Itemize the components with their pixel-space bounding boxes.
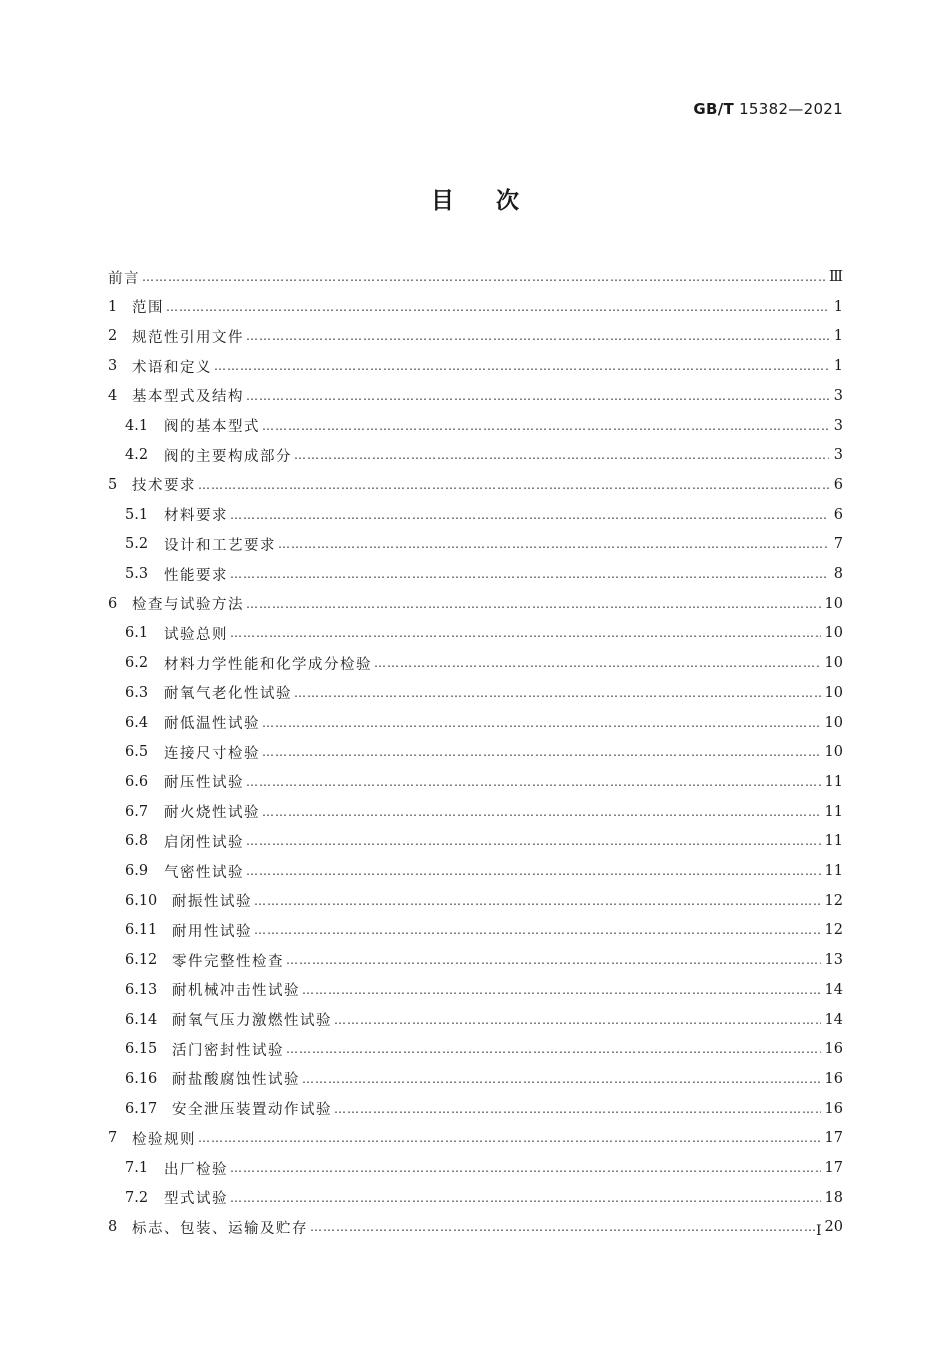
toc-entry[interactable] [108,355,843,377]
toc-entry-label: 阀的主要构成部分 [164,448,292,465]
toc-entry-page: 11 [824,803,843,820]
toc-entry-page: 6 [833,506,843,523]
toc-entry[interactable] [108,1068,843,1090]
toc-entry-label: 耐氧气压力激燃性试验 [172,1013,332,1029]
toc-entry-page: 14 [824,981,843,998]
toc-entry-page: 13 [824,952,843,969]
toc-entry-page: 20 [824,1219,843,1236]
toc-entry-number: 7.2 [125,1189,149,1206]
toc-entry-page: 12 [824,922,843,939]
toc-entry-label: 设计和工艺要求 [164,537,276,554]
toc-leader-dots [374,652,821,674]
toc-entry[interactable] [108,474,843,496]
toc-entry-label: 阀的基本型式 [164,419,260,435]
toc-entry-number: 2 [108,328,118,345]
toc-entry-page: 10 [824,714,843,731]
toc-entry-page: 1 [833,298,843,315]
toc-leader-dots [166,296,829,318]
toc-entry-number: 6.13 [125,981,158,998]
toc-entry-page: 16 [824,1070,843,1087]
toc-leader-dots [214,355,829,377]
toc-entry[interactable] [108,1009,843,1031]
toc-entry-label: 前言 [108,270,140,287]
toc-leader-dots [334,1098,821,1120]
toc-entry[interactable] [108,325,843,347]
toc-entry[interactable] [108,860,843,882]
toc-entry[interactable] [108,1038,843,1060]
toc-entry-label: 耐振性试验 [172,894,252,911]
toc-entry[interactable] [108,385,843,407]
toc-leader-dots [278,533,829,555]
standard-number: 15382—2021 [739,100,843,118]
toc-entry[interactable] [108,533,843,555]
toc-entry-number: 5.1 [125,506,149,523]
toc-entry-page: 3 [833,447,843,464]
toc-leader-dots [198,474,829,496]
toc-leader-dots [246,771,821,793]
toc-entry-label: 规范性引用文件 [132,329,244,346]
toc-entry-page: 16 [824,1100,843,1117]
toc-entry-number: 6.9 [125,863,149,879]
toc-entry-page: 10 [824,625,843,642]
toc-entry[interactable] [108,1216,843,1238]
toc-entry-label: 检查与试验方法 [132,597,244,614]
toc-leader-dots [246,325,829,347]
toc-entry[interactable] [108,1157,843,1179]
toc-entry-page: 8 [833,566,843,582]
toc-leader-dots [246,830,821,852]
toc-entry-label: 气密性试验 [164,864,244,881]
toc-entry-label: 安全泄压装置动作试验 [172,1102,332,1119]
toc-entry[interactable] [108,771,843,793]
toc-entry-page: 12 [824,892,843,909]
toc-entry-number: 6.11 [125,922,158,939]
toc-entry-label: 零件完整性检查 [172,953,284,970]
toc-entry-page: 17 [824,1130,843,1147]
toc-entry[interactable] [108,682,843,704]
toc-entry-label: 启闭性试验 [164,834,244,851]
toc-leader-dots [286,1038,821,1060]
toc-leader-dots [230,622,821,644]
toc-leader-dots [334,1009,821,1031]
toc-leader-dots [230,1157,821,1179]
toc-entry[interactable] [108,741,843,763]
toc-entry[interactable] [108,652,843,674]
toc-entry-label: 耐机械冲击性试验 [172,983,300,1000]
toc-entry-page: 3 [833,387,843,404]
toc-leader-dots [230,1187,821,1209]
toc-leader-dots [262,741,821,763]
toc-entry[interactable] [108,801,843,823]
toc-entry-number: 6.10 [125,892,158,909]
toc-entry-number: 6.8 [125,833,149,850]
toc-leader-dots [286,949,821,971]
toc-entry-label: 型式试验 [164,1191,228,1208]
toc-entry-number: 6.1 [125,625,149,642]
toc-leader-dots [294,444,829,466]
toc-entry-label: 性能要求 [164,567,228,584]
toc-leader-dots [142,266,825,288]
toc-entry-label: 耐火烧性试验 [164,805,260,822]
toc-entry-label: 检验规则 [132,1131,196,1148]
toc-entry[interactable] [108,1098,843,1120]
toc-entry-number: 6.15 [125,1041,158,1058]
toc-entry[interactable] [108,563,843,585]
toc-entry-number: 6.2 [125,655,149,672]
page-folio: I [816,1223,822,1239]
toc-entry-number: 5 [108,476,118,493]
toc-entry-label: 出厂检验 [164,1161,228,1178]
toc-entry[interactable] [108,979,843,1001]
toc-leader-dots [230,504,829,526]
toc-entry-number: 7.1 [125,1160,149,1176]
toc-leader-dots [246,860,821,882]
toc-entry-number: 3 [108,358,118,375]
toc-entry-number: 1 [108,298,118,315]
toc-entry[interactable] [108,949,843,971]
toc-leader-dots [302,979,821,1001]
toc-entry[interactable] [108,1127,843,1149]
toc-entry-page: 7 [833,536,843,553]
toc-entry-page: 11 [824,833,843,850]
toc-entry[interactable] [108,266,843,288]
toc-entry-page: 16 [824,1041,843,1058]
toc-leader-dots [254,919,821,941]
toc-entry-number: 4 [108,387,118,404]
standard-code [693,100,843,118]
toc-entry-label: 基本型式及结构 [132,389,244,406]
toc-entry-number: 6.7 [125,803,149,820]
toc-entry-number: 6.16 [125,1070,158,1087]
toc-entry-page: Ⅲ [829,269,843,285]
page-title: 目次 [431,188,561,214]
toc-leader-dots [302,1068,821,1090]
toc-leader-dots [262,712,821,734]
standard-prefix: GB/T [693,100,735,118]
toc-entry-label: 试验总则 [164,626,228,643]
toc-entry-page: 18 [824,1189,843,1206]
toc-entry[interactable] [108,1187,843,1209]
toc-entry-number: 6.14 [125,1011,158,1028]
toc-entry-label: 术语和定义 [132,359,212,376]
toc-entry-label: 耐盐酸腐蚀性试验 [172,1072,300,1089]
toc-entry-page: 1 [833,358,843,375]
toc-leader-dots [262,801,821,823]
toc-leader-dots [262,415,829,437]
toc-entry[interactable] [108,622,843,644]
toc-entry-page: 10 [824,684,843,701]
toc-entry-page: 1 [833,328,843,345]
toc-entry-label: 范围 [132,300,164,317]
toc-entry-number: 6.4 [125,714,149,731]
toc-entry-label: 连接尺寸检验 [164,745,260,762]
toc-leader-dots [246,593,821,615]
toc-entry-label: 技术要求 [132,478,196,495]
toc-entry[interactable] [108,712,843,734]
toc-entry-label: 材料要求 [164,508,228,525]
toc-entry-number: 6.5 [125,744,149,761]
toc-entry-number: 4.1 [125,417,149,434]
toc-entry-page: 10 [824,595,843,612]
toc-entry-number: 5.2 [125,536,149,553]
toc-entry-page: 10 [824,744,843,761]
toc-entry[interactable] [108,504,843,526]
toc-leader-dots [254,890,821,912]
toc-entry-label: 耐低温性试验 [164,716,260,732]
toc-entry-label: 活门密封性试验 [172,1042,284,1059]
toc-entry-number: 7 [108,1130,118,1147]
toc-entry[interactable] [108,830,843,852]
toc-entry-number: 6.6 [125,773,149,790]
toc-leader-dots [246,385,829,407]
toc-entry-page: 6 [833,476,843,493]
toc-entry[interactable] [108,296,843,318]
toc-entry[interactable] [108,444,843,466]
toc-entry-page: 3 [833,417,843,434]
toc-entry-number: 5.3 [125,566,149,582]
toc-entry-label: 耐氧气老化性试验 [164,686,292,703]
toc-entry[interactable] [108,919,843,941]
toc-entry-page: 14 [824,1011,843,1028]
toc-entry-page: 11 [824,773,843,790]
toc-entry-page: 10 [824,655,843,672]
toc-entry-page: 17 [824,1160,843,1176]
toc-entry-number: 6.12 [125,952,158,969]
toc-leader-dots [230,563,829,585]
toc-entry-number: 6.17 [125,1100,158,1117]
toc-entry[interactable] [108,890,843,912]
toc-entry[interactable] [108,593,843,615]
toc-entry-label: 耐压性试验 [164,775,244,792]
toc-entry[interactable] [108,415,843,437]
toc-entry-page: 11 [824,863,843,879]
toc-entry-label: 材料力学性能和化学成分检验 [164,656,372,673]
toc-leader-dots [198,1127,821,1149]
toc-entry-label: 耐用性试验 [172,923,252,940]
toc-entry-number: 6 [108,595,118,612]
toc-entry-number: 6.3 [125,684,149,701]
toc-leader-dots [294,682,821,704]
toc-entry-number: 4.2 [125,447,149,464]
toc-entry-number: 8 [108,1219,118,1236]
toc-entry-label: 标志、包装、运输及贮存 [132,1220,308,1237]
toc-leader-dots [310,1216,821,1238]
